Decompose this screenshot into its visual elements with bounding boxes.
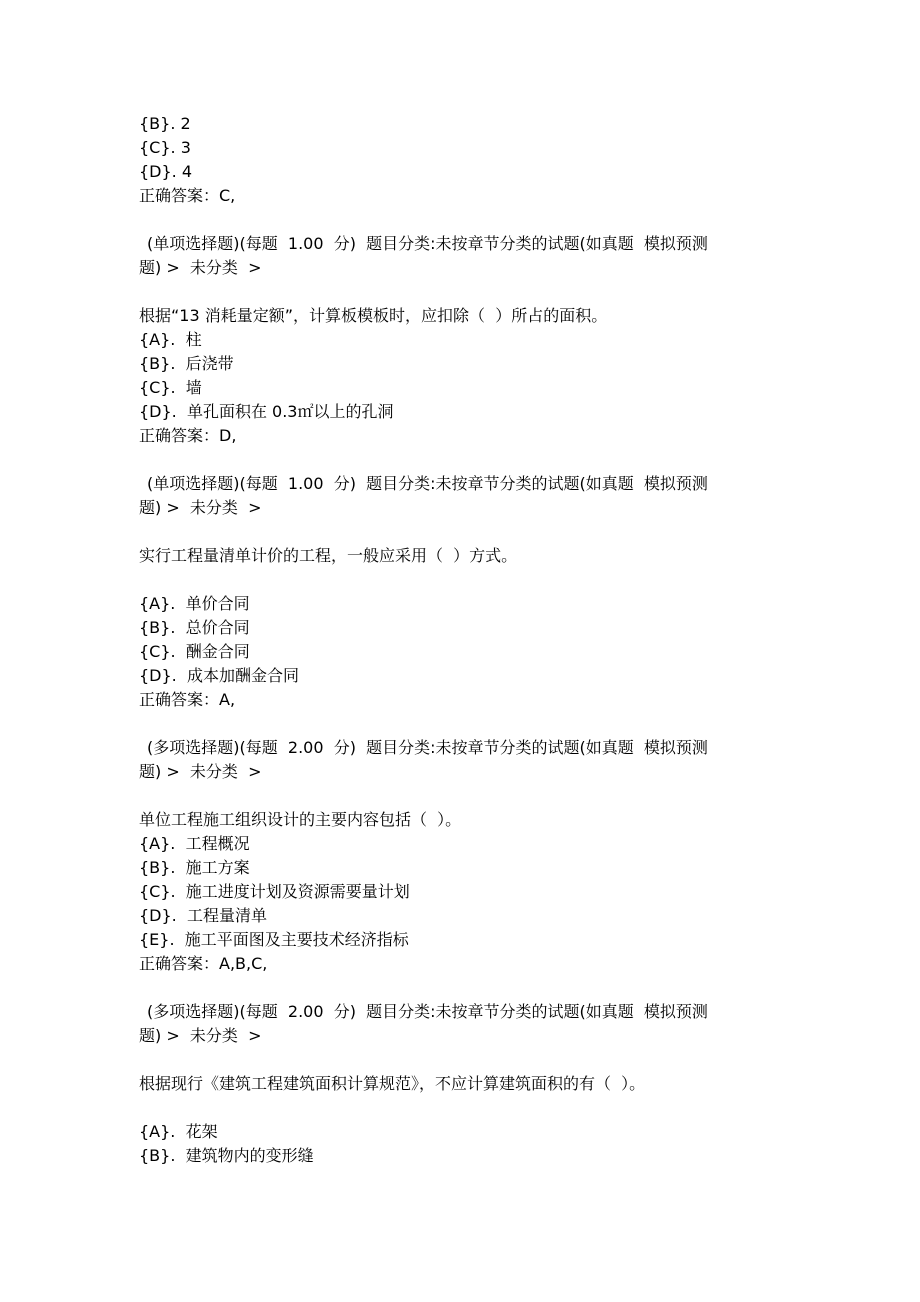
option-a: {A}. 花架 — [139, 1122, 218, 1141]
correct-answer: 正确答案：A, — [139, 690, 236, 709]
correct-answer: 正确答案：C, — [139, 186, 236, 205]
option-c: {C}. 3 — [139, 138, 191, 157]
spacer — [139, 520, 789, 544]
spacer — [139, 448, 789, 472]
option-d: {D}. 4 — [139, 162, 193, 181]
option-a: {A}. 工程概况 — [139, 834, 250, 853]
question-stem: 根据现行《建筑工程建筑面积计算规范》，不应计算建筑面积的有（ ）。 — [139, 1074, 646, 1093]
spacer — [139, 784, 789, 808]
option-d: {D}. 单孔面积在 0.3㎡以上的孔洞 — [139, 402, 394, 421]
correct-answer: 正确答案：D, — [139, 426, 237, 445]
question-category: 题) > 未分类 > — [139, 762, 262, 781]
option-d: {D}. 成本加酬金合同 — [139, 666, 299, 685]
spacer — [139, 712, 789, 736]
option-b: {B}. 后浇带 — [139, 354, 234, 373]
question-category: 题) > 未分类 > — [139, 258, 262, 277]
spacer — [139, 208, 789, 232]
question-stem: 根据“13 消耗量定额”，计算板模板时，应扣除（ ）所占的面积。 — [139, 306, 608, 325]
spacer — [139, 280, 789, 304]
option-d: {D}. 工程量清单 — [139, 906, 267, 925]
question-category: 题) > 未分类 > — [139, 498, 262, 517]
spacer — [139, 976, 789, 1000]
option-c: {C}. 施工进度计划及资源需要量计划 — [139, 882, 410, 901]
question-stem: 实行工程量清单计价的工程，一般应采用（ ）方式。 — [139, 546, 518, 565]
question-meta: (单项选择题)(每题 1.00 分) 题目分类:未按章节分类的试题(如真题 模拟预测 — [147, 474, 708, 493]
option-b: {B}. 施工方案 — [139, 858, 250, 877]
option-b: {B}. 总价合同 — [139, 618, 250, 637]
spacer — [139, 568, 789, 592]
spacer — [139, 1048, 789, 1072]
question-category: 题) > 未分类 > — [139, 1026, 262, 1045]
question-meta: (多项选择题)(每题 2.00 分) 题目分类:未按章节分类的试题(如真题 模拟预测 — [147, 1002, 708, 1021]
correct-answer: 正确答案：A,B,C, — [139, 954, 268, 973]
option-a: {A}. 柱 — [139, 330, 202, 349]
question-meta: (多项选择题)(每题 2.00 分) 题目分类:未按章节分类的试题(如真题 模拟预测 — [147, 738, 708, 757]
spacer — [139, 1096, 789, 1120]
option-e: {E}. 施工平面图及主要技术经济指标 — [139, 930, 409, 949]
document-page — [139, 112, 789, 1168]
question-stem: 单位工程施工组织设计的主要内容包括（ ）。 — [139, 810, 462, 829]
option-c: {C}. 酬金合同 — [139, 642, 250, 661]
option-b: {B}. 建筑物内的变形缝 — [139, 1146, 314, 1165]
question-meta: (单项选择题)(每题 1.00 分) 题目分类:未按章节分类的试题(如真题 模拟预测 — [147, 234, 708, 253]
option-b: {B}. 2 — [139, 114, 191, 133]
option-c: {C}. 墙 — [139, 378, 202, 397]
option-a: {A}. 单价合同 — [139, 594, 250, 613]
